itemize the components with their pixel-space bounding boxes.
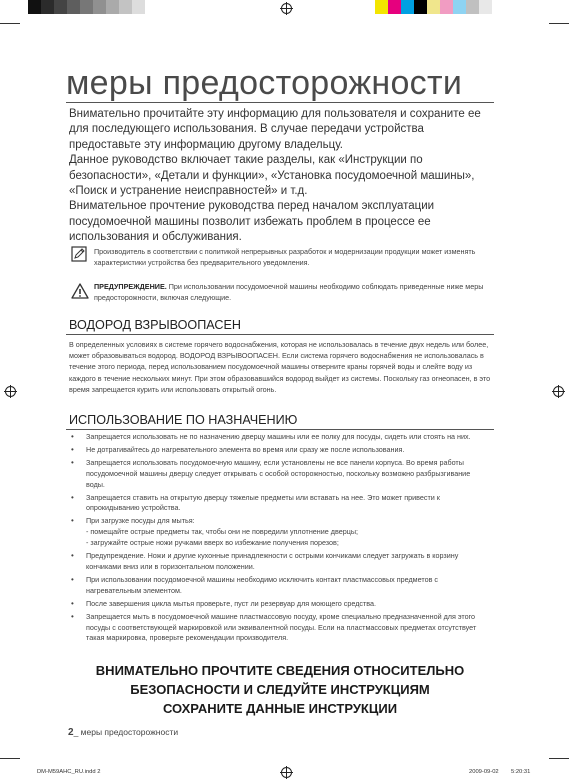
calibration-swatch — [427, 0, 440, 14]
section-heading: ИСПОЛЬЗОВАНИЕ ПО НАЗНАЧЕНИЮ — [69, 413, 298, 427]
slug-time: 5:20:31 — [511, 769, 531, 775]
section-heading: ВОДОРОД ВЗРЫВООПАСЕН — [69, 318, 241, 332]
calibration-swatch — [67, 0, 80, 14]
calibration-swatch — [41, 0, 54, 14]
intro-paragraph: Внимательное прочтение руководства перед началом эксплуатации посудомоечной машины позволит избежать проблем в процессе ее использования и обслуживания. — [69, 200, 435, 244]
calibration-swatch — [119, 0, 132, 14]
calibration-swatch — [106, 0, 119, 14]
banner-line: СОХРАНИТЕ ДАННЫЕ ИНСТРУКЦИИ — [162, 701, 398, 716]
crop-mark — [549, 758, 569, 759]
registration-mark-icon — [552, 385, 565, 398]
calibration-swatch — [388, 0, 401, 14]
usage-list — [69, 432, 491, 646]
registration-mark-icon — [4, 385, 17, 398]
calibration-swatch — [440, 0, 453, 14]
footer-label: _ меры предосторожности — [73, 727, 179, 737]
registration-mark-icon — [280, 766, 293, 779]
color-calibration-bar — [375, 0, 492, 14]
sub-item: - помещайте острые предметы так, чтобы они не повредили уплотнение дверцы; — [86, 527, 358, 537]
page-number: 2 — [68, 727, 74, 738]
intro-text — [69, 107, 489, 246]
slug-date: 2009-09-02 — [469, 769, 499, 775]
calibration-swatch — [466, 0, 479, 14]
calibration-swatch — [375, 0, 388, 14]
section-text: В определенных условиях в системе горячего водоснабжения, которая не использовалась в течение двух недель или более, может образовываться водород. ВОДОРОД ВЗРЫВООПАСЕН. Если система горячего водоснабжения не использовалась в течение этого периода, перед использованием посудомоечной машины отверните краны горячей воды и слейте воду из каждого в течение нескольких минут. При этом образовавшийся водород выйдет из системы. Поскольку газ огнеопасен, в это время запрещается курить или использовать открытый огонь. — [69, 340, 491, 394]
calibration-swatch — [414, 0, 427, 14]
list-item: • Запрещается мыть в посудомоечной машине пластмассовую посуду, кроме специально предназначенной для этого посуды с соответствующей маркировкой или эквивалентной посуды. Если на пластмассовых предметах отсутствует такая маркировка, проверьте рекомендации производителя. — [69, 612, 491, 645]
page-title: меры предосторожности — [66, 64, 463, 102]
intro-paragraph: Данное руководство включает такие разделы, как «Инструкции по безопасности», «Детали и функции», «Установка посудомоечной машины», «Поиск и устранение неисправностей» и т.д. — [69, 154, 475, 198]
calibration-swatch — [479, 0, 492, 14]
list-item: • Предупреждение. Ножи и другие кухонные принадлежности с острыми кончиками следует загружать в корзину кончиками вниз или в горизонтальном положении. — [69, 551, 491, 573]
warning-triangle-icon — [71, 283, 89, 299]
list-item: • Запрещается использовать не по назначению дверцу машины или ее полку для посуды, сидеть или стоять на них. — [69, 432, 491, 443]
slug-filename: DM-M59AHC_RU.indd 2 — [37, 769, 101, 775]
warning-body: При использовании посудомоечной машины необходимо соблюдать приведенные ниже меры предосторожности, включая следующие. — [94, 282, 484, 302]
calibration-swatch — [80, 0, 93, 14]
banner-line: БЕЗОПАСНОСТИ И СЛЕДУЙТЕ ИНСТРУКЦИЯМ — [130, 682, 430, 697]
safety-instructions-banner — [60, 661, 500, 718]
page-footer — [68, 727, 178, 738]
crop-mark — [0, 758, 20, 759]
list-item: • После завершения цикла мытья проверьте, пуст ли резервуар для моющего средства. — [69, 599, 491, 610]
list-item: • При загрузке посуды для мытья: - помещайте острые предметы так, чтобы они не повредили уплотнение дверцы; - загружайте острые ножи ручками вверх во избежание получения порезов; — [69, 516, 491, 549]
calibration-swatch — [93, 0, 106, 14]
sub-item: - загружайте острые ножи ручками вверх во избежание получения порезов; — [86, 538, 339, 548]
list-item: • Не дотрагивайтесь до нагревательного элемента во время или сразу же после использования. — [69, 445, 491, 456]
section-rule — [66, 334, 494, 335]
calibration-swatch — [132, 0, 145, 14]
title-underline — [66, 102, 494, 103]
list-item: • Запрещается ставить на открытую дверцу тяжелые предметы или вставать на нее. Это может привести к опрокидыванию устройства. — [69, 493, 491, 515]
calibration-swatch — [453, 0, 466, 14]
list-item: • При использовании посудомоечной машины необходимо исключить контакт пластмассовых предметов с нагревательным элементом. — [69, 575, 491, 597]
crop-mark — [549, 23, 569, 24]
grayscale-calibration-bar — [28, 0, 145, 14]
crop-mark — [0, 23, 20, 24]
calibration-swatch — [54, 0, 67, 14]
calibration-swatch — [28, 0, 41, 14]
note-text: Производитель в соответствии с политикой непрерывных разработок и модернизации продукции может изменять характеристики устройства без предварительного уведомления. — [94, 247, 476, 267]
intro-paragraph: Внимательно прочитайте эту информацию для пользователя и сохраните ее для последующего использования. В случае передачи устройства предоставьте эту информацию другому владельцу. — [69, 108, 481, 151]
list-item: • Запрещается использовать посудомоечную машину, если установлены не все панели корпуса. Во время работы посудомоечной машины дверцу следует открывать с особой осторожностью, поскольку возможно разбрызгивание воды. — [69, 458, 491, 491]
calibration-swatch — [401, 0, 414, 14]
registration-mark-icon — [280, 2, 293, 15]
warning-label: ПРЕДУПРЕЖДЕНИЕ. — [94, 282, 167, 291]
warning-text — [94, 281, 494, 303]
banner-line: ВНИМАТЕЛЬНО ПРОЧТИТЕ СВЕДЕНИЯ ОТНОСИТЕЛЬНО — [95, 663, 465, 678]
section-rule — [66, 429, 494, 430]
pencil-note-icon — [71, 246, 87, 262]
